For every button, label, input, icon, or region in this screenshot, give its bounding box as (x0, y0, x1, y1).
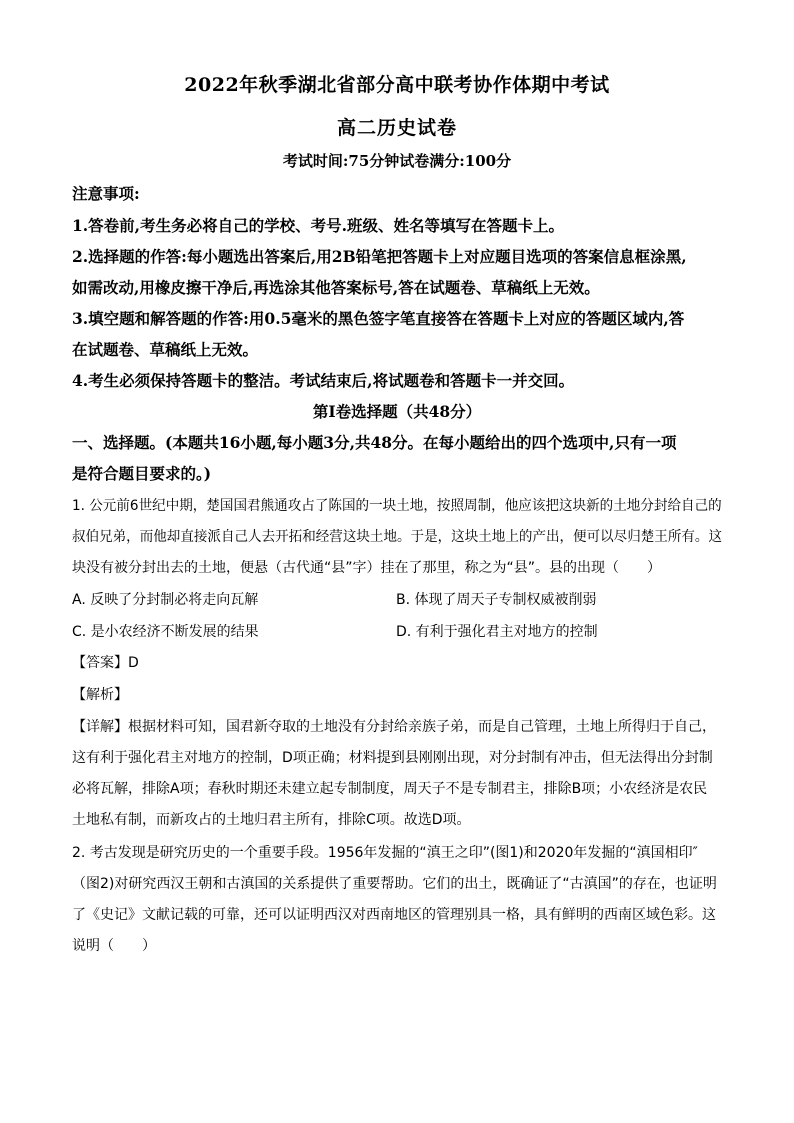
note-line: 2.选择题的作答:每小题选出答案后,用2B铅笔把答题卡上对应题目选项的答案信息框涂黑, (72, 247, 687, 266)
q1-stem-line: 1. 公元前6世纪中期，楚国国君熊通攻占了陈国的一块土地，按照周制，他应该把这块新的土地分封给自己的 (72, 498, 722, 514)
q1-detail-line: 必将瓦解，排除A项；春秋时期还未建立起专制制度，周天子不是专制君主，排除B项；小农经济是农民 (72, 781, 708, 797)
section-instructions: 一、选择题。(本题共16小题,每小题3分,共48分。在每小题给出的四个选项中,只有一项 (72, 433, 677, 452)
q1-detail-line: 这有利于强化君主对地方的控制，D项正确；材料提到县刚刚出现，对分封制有冲击，但无法得出分封制 (72, 750, 713, 766)
q1-detail-line: 【详解】根据材料可知，国君新夺取的土地没有分封给亲族子弟，而是自己管理，土地上所得归于自己， (72, 719, 716, 735)
q1-stem-line: 块没有被分封出去的土地，便悬（古代通“县”字）挂在了那里，称之为“县”。县的出现（ ） (72, 560, 662, 576)
q1-stem-line: 叔伯兄弟，而他却直接派自己人去开拓和经营这块土地。于是，这块土地上的产出，便可以尽归楚王所有。这 (72, 529, 722, 545)
section-title: 第I卷选择题（共48分） (312, 402, 482, 421)
q1-option-b: B. 体现了周天子专制权威被削弱 (396, 592, 597, 608)
q1-option-c: C. 是小农经济不断发展的结果 (72, 624, 259, 640)
q1-option-a: A. 反映了分封制必将走向瓦解 (72, 592, 259, 608)
notes-heading: 注意事项: (72, 184, 140, 203)
q1-option-d: D. 有利于强化君主对地方的控制 (396, 624, 598, 640)
q2-stem-line: 2. 考古发现是研究历史的一个重要手段。1956年发掘的“滇王之印”(图1)和2020年发掘的“滇国相印″ (72, 845, 698, 861)
note-line: 3.填空题和解答题的作答:用0.5毫米的黑色签字笔直接答在答题卡上对应的答题区域内,答 (72, 309, 685, 328)
note-line: 1.答卷前,考生务必将自己的学校、考号.班级、姓名等填写在答题卡上。 (72, 216, 564, 235)
note-line: 4.考生必须保持答题卡的整洁。考试结束后,将试题卷和答题卡一并交回。 (72, 371, 575, 390)
q1-analysis-label: 【解析】 (72, 687, 128, 703)
note-line: 在试题卷、草稿纸上无效。 (72, 340, 259, 359)
q2-stem-line: （图2)对研究西汉王朝和古滇国的关系提供了重要帮助。它们的出土，既确证了“古滇国”的存在，也证明 (72, 876, 717, 892)
exam-title: 2022年秋季湖北省部分高中联考协作体期中考试 (184, 74, 610, 96)
exam-info: 考试时间:75分钟试卷满分:100分 (282, 152, 512, 170)
q2-stem-line: 说明（ ） (72, 938, 156, 954)
section-instructions: 是符合题目要求的。) (72, 464, 212, 483)
q1-answer: 【答案】D (72, 655, 139, 671)
q2-stem-line: 了《史记》文献记载的可靠，还可以证明西汉对西南地区的管理别具一格，具有鲜明的西南区域色彩。这 (72, 907, 716, 923)
note-line: 如需改动,用橡皮擦干净后,再选涂其他答案标号,答在试题卷、草稿纸上无效。 (72, 278, 600, 297)
exam-subtitle: 高二历史试卷 (336, 117, 457, 139)
q1-detail-line: 土地私有制，而新攻占的土地归君主所有，排除C项。故选D项。 (72, 812, 471, 828)
